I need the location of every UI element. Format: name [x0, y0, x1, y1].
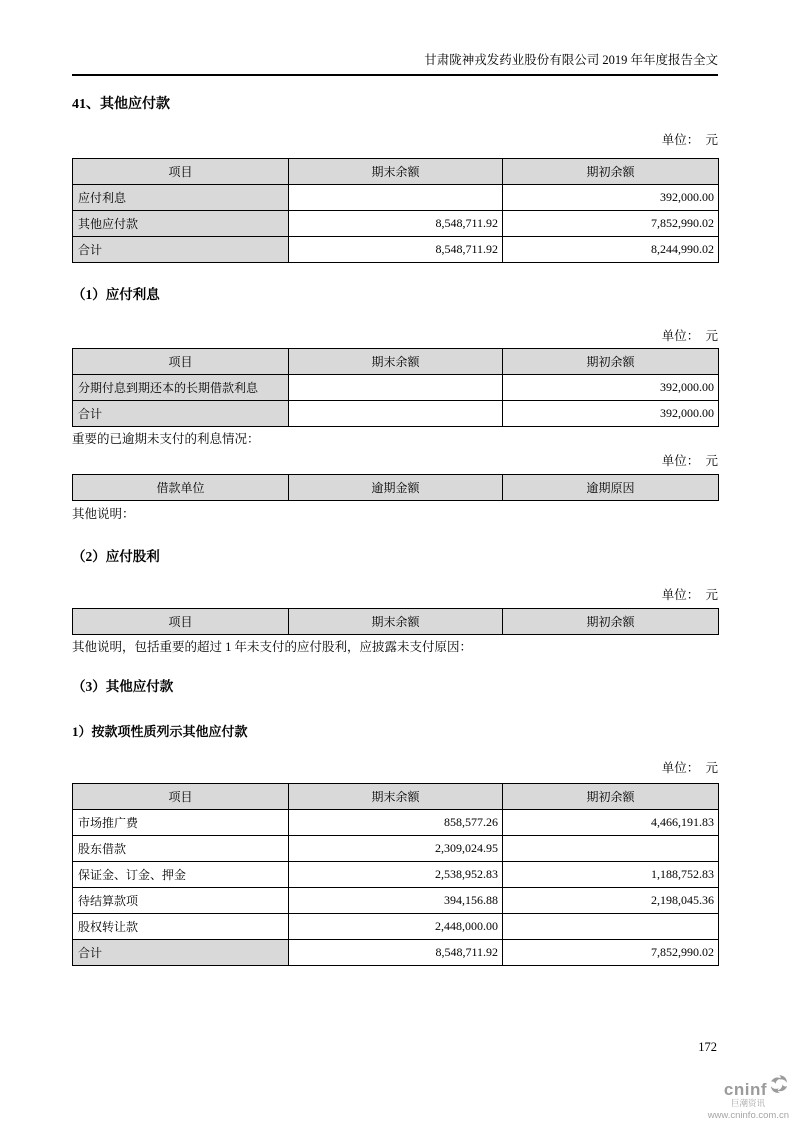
cell-ending-balance: 8,548,711.92: [289, 940, 503, 966]
unit-label: 单位： 元: [661, 329, 718, 343]
table-header-row: [73, 349, 719, 375]
table-header-row: [73, 784, 719, 810]
table-row: [73, 401, 719, 427]
dividends-payable-table: [72, 608, 719, 635]
unit-label: 单位： 元: [661, 133, 718, 147]
cell-ending-balance: [289, 375, 503, 401]
column-header-item: 项目: [73, 159, 289, 185]
table-row: [73, 211, 719, 237]
table-row: [73, 888, 719, 914]
cell-ending-balance: 8,548,711.92: [289, 237, 503, 263]
cell-beginning-balance: 8,244,990.02: [503, 237, 719, 263]
cell-ending-balance: 394,156.88: [289, 888, 503, 914]
cell-beginning-balance: 7,852,990.02: [503, 940, 719, 966]
section-1-title: （1）应付利息: [72, 287, 160, 302]
cell-item: 其他应付款: [73, 211, 289, 237]
table-row: [73, 940, 719, 966]
table-header-row: [73, 609, 719, 635]
cell-ending-balance: [289, 401, 503, 427]
column-header-item: 项目: [73, 609, 289, 635]
column-header-beginning-balance: 期初余额: [503, 609, 719, 635]
column-header-beginning-balance: 期初余额: [503, 784, 719, 810]
cell-beginning-balance: 7,852,990.02: [503, 211, 719, 237]
section-2-title: （2）应付股利: [72, 549, 160, 564]
overdue-interest-table: [72, 474, 719, 501]
section-3-sub-title: 1）按款项性质列示其他应付款: [72, 724, 248, 739]
report-title: 甘肃陇神戎发药业股份有限公司 2019 年年度报告全文: [424, 53, 718, 67]
column-header-borrower: 借款单位: [73, 475, 289, 501]
cell-item: 股权转让款: [73, 914, 289, 940]
cell-item: 保证金、订金、押金: [73, 862, 289, 888]
column-header-beginning-balance: 期初余额: [503, 159, 719, 185]
unit-label: 单位： 元: [661, 588, 718, 602]
interest-payable-table: [72, 348, 719, 427]
table-header-row: [73, 475, 719, 501]
cell-beginning-balance: 392,000.00: [503, 185, 719, 211]
cninfo-logo-url: www.cninfo.com.cn: [707, 1109, 789, 1121]
dividend-note: 其他说明，包括重要的超过 1 年未支付的应付股利，应披露未支付原因：: [72, 640, 473, 654]
table-row: [73, 375, 719, 401]
other-note: 其他说明：: [72, 507, 135, 521]
cell-ending-balance: 2,538,952.83: [289, 862, 503, 888]
column-header-overdue-reason: 逾期原因: [503, 475, 719, 501]
cninfo-logo-word: cninf: [723, 1080, 767, 1099]
cell-ending-balance: 858,577.26: [289, 810, 503, 836]
cell-ending-balance: 2,448,000.00: [289, 914, 503, 940]
cell-beginning-balance: 392,000.00: [503, 401, 719, 427]
table-header-row: [73, 159, 719, 185]
table-row: [73, 185, 719, 211]
column-header-ending-balance: 期末余额: [289, 349, 503, 375]
cell-item: 分期付息到期还本的长期借款利息: [73, 375, 289, 401]
cninfo-swirl-icon: [769, 1074, 789, 1098]
table-row: [73, 914, 719, 940]
unit-label: 单位： 元: [661, 454, 718, 468]
cell-item: 合计: [73, 237, 289, 263]
column-header-ending-balance: 期末余额: [289, 784, 503, 810]
cninfo-logo-subtitle: 巨潮资讯: [730, 1098, 765, 1108]
column-header-ending-balance: 期末余额: [289, 609, 503, 635]
section-41-title: 41、其他应付款: [72, 97, 170, 112]
cell-ending-balance: 2,309,024.95: [289, 836, 503, 862]
unit-label: 单位： 元: [661, 761, 718, 775]
cell-item: 合计: [73, 940, 289, 966]
column-header-item: 项目: [73, 349, 289, 375]
table-row: [73, 237, 719, 263]
page-number: 172: [698, 1040, 717, 1054]
cell-item: 股东借款: [73, 836, 289, 862]
page-content: [72, 0, 718, 966]
other-payables-by-nature-table: [72, 783, 719, 966]
section-3-title: （3）其他应付款: [72, 679, 174, 694]
cell-beginning-balance: 2,198,045.36: [503, 888, 719, 914]
cell-item: 合计: [73, 401, 289, 427]
cell-ending-balance: [289, 185, 503, 211]
cell-item: 待结算款项: [73, 888, 289, 914]
cninfo-logo: [659, 1074, 789, 1120]
overdue-interest-note: 重要的已逾期未支付的利息情况：: [72, 432, 260, 446]
cell-beginning-balance: [503, 836, 719, 862]
column-header-item: 项目: [73, 784, 289, 810]
column-header-beginning-balance: 期初余额: [503, 349, 719, 375]
table-row: [73, 836, 719, 862]
cell-beginning-balance: 1,188,752.83: [503, 862, 719, 888]
other-payables-summary-table: [72, 158, 719, 263]
column-header-overdue-amount: 逾期金额: [289, 475, 503, 501]
cell-beginning-balance: [503, 914, 719, 940]
cell-item: 应付利息: [73, 185, 289, 211]
table-row: [73, 810, 719, 836]
cell-beginning-balance: 4,466,191.83: [503, 810, 719, 836]
cell-beginning-balance: 392,000.00: [503, 375, 719, 401]
table-row: [73, 862, 719, 888]
cell-ending-balance: 8,548,711.92: [289, 211, 503, 237]
column-header-ending-balance: 期末余额: [289, 159, 503, 185]
cell-item: 市场推广费: [73, 810, 289, 836]
document-header: [72, 0, 718, 76]
